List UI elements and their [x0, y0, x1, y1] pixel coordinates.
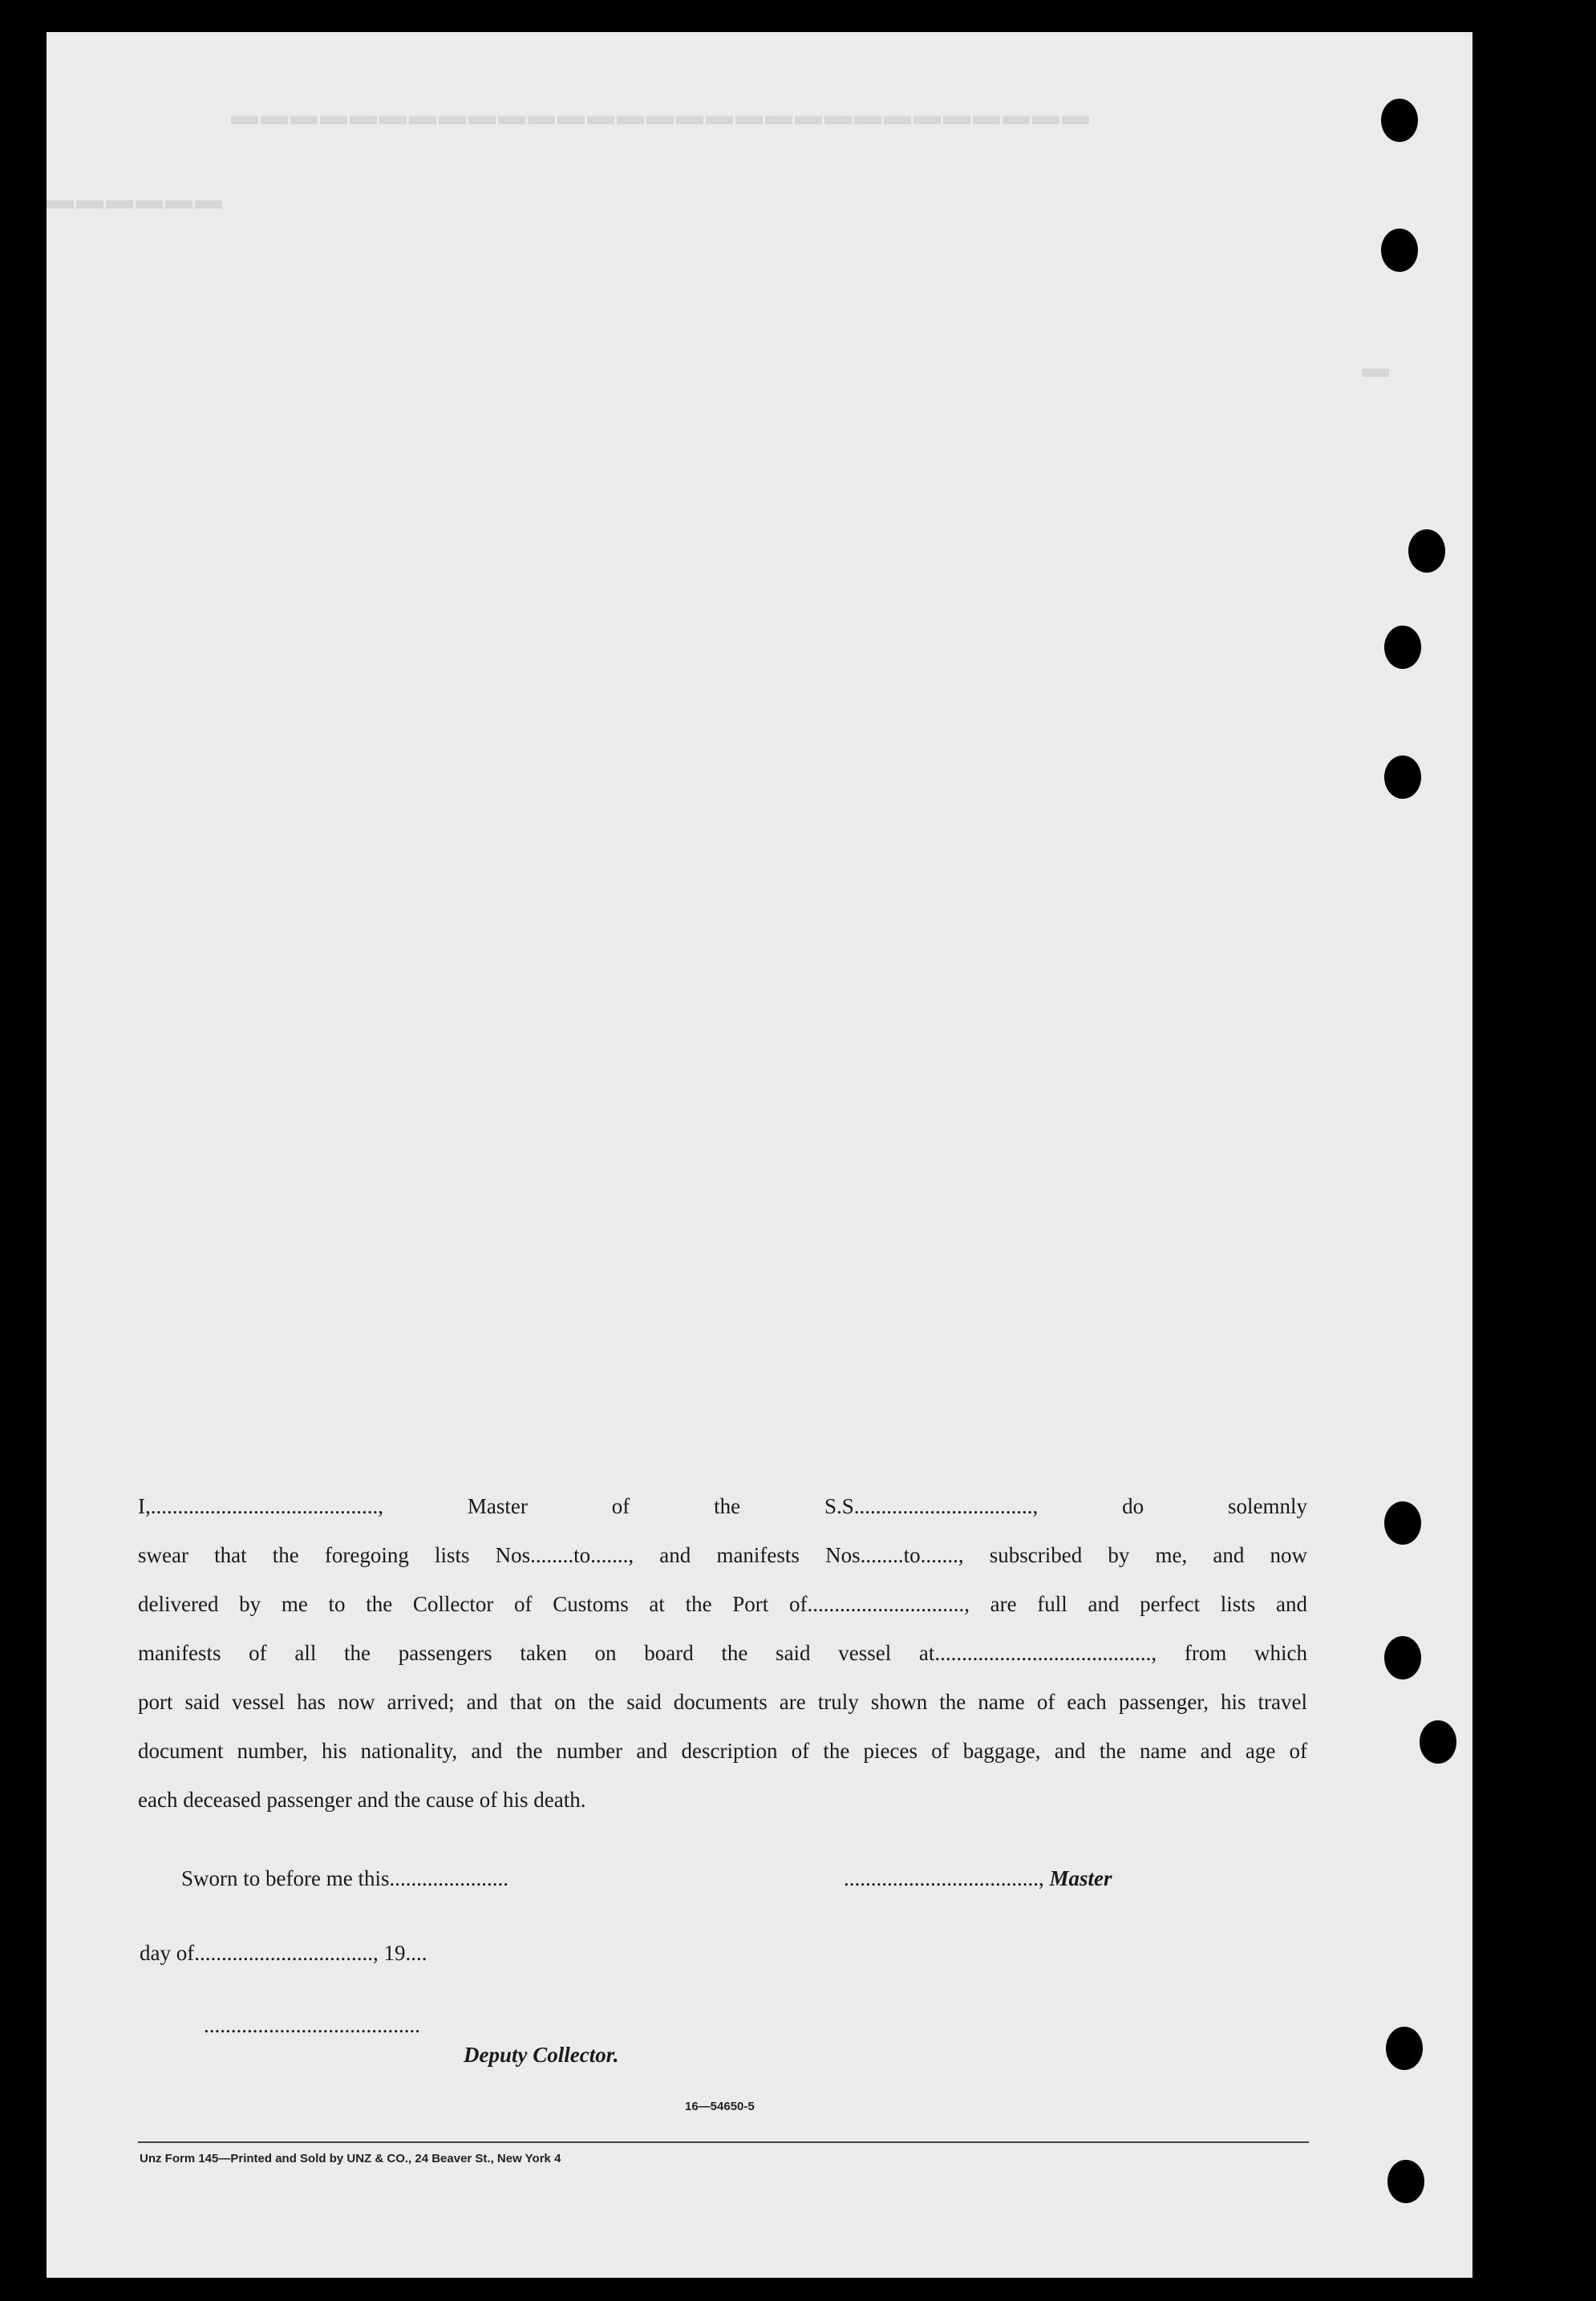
- form-page: [47, 32, 1472, 2278]
- form-code: 16—54650-5: [685, 2100, 755, 2113]
- punch-hole: [1386, 2027, 1423, 2070]
- oath-line: each deceased passenger and the cause of his death.: [138, 1788, 586, 1812]
- sworn-line: Sworn to before me this......................: [181, 1866, 508, 1890]
- day-line: day of................................., 19....: [140, 1941, 427, 1965]
- oath-paragraph: [138, 1482, 1307, 1825]
- punch-hole: [1384, 626, 1421, 669]
- punch-hole: [1408, 529, 1445, 573]
- punch-hole: [1384, 756, 1421, 799]
- master-dots: ....................................,: [844, 1866, 1044, 1890]
- deputy-dots: ........................................: [204, 2013, 420, 2037]
- oath-line: swear that the foregoing lists Nos........to......., and manifests Nos........to......., subscribed by me, and now: [138, 1543, 1307, 1567]
- footer-rule: [138, 2141, 1309, 2143]
- bleed-through-mark: ▬▬▬▬▬▬▬▬▬▬▬▬▬▬▬▬▬▬▬▬▬▬▬▬▬▬▬▬▬: [231, 100, 1092, 131]
- punch-hole: [1387, 2160, 1424, 2203]
- punch-hole: [1384, 1636, 1421, 1679]
- oath-line: document number, his nationality, and the number and description of the pieces of baggage, and the name and age of: [138, 1739, 1307, 1763]
- bleed-through-mark: ▬▬▬▬▬▬: [47, 184, 225, 215]
- bleed-through-mark: ▬: [1362, 353, 1391, 383]
- footer-text: Unz Form 145—Printed and Sold by UNZ & CO., 24 Beaver St., New York 4: [140, 2152, 561, 2165]
- oath-line: delivered by me to the Collector of Customs at the Port of............................., are full and perfect lists and: [138, 1592, 1307, 1616]
- master-signature: [844, 1866, 1112, 1891]
- punch-hole: [1384, 1501, 1421, 1545]
- deputy-label: Deputy Collector.: [464, 2043, 619, 2067]
- oath-line: port said vessel has now arrived; and that on the said documents are truly shown the name of each passenger, his travel: [138, 1690, 1307, 1714]
- punch-hole: [1381, 99, 1418, 142]
- punch-hole: [1381, 229, 1418, 272]
- oath-line: I,.........................................., Master of the S.S................................., do solemnly: [138, 1494, 1307, 1518]
- punch-hole: [1420, 1720, 1456, 1764]
- oath-line: manifests of all the passengers taken on board the said vessel at........................................, from which: [138, 1641, 1307, 1665]
- master-label: Master: [1049, 1866, 1112, 1890]
